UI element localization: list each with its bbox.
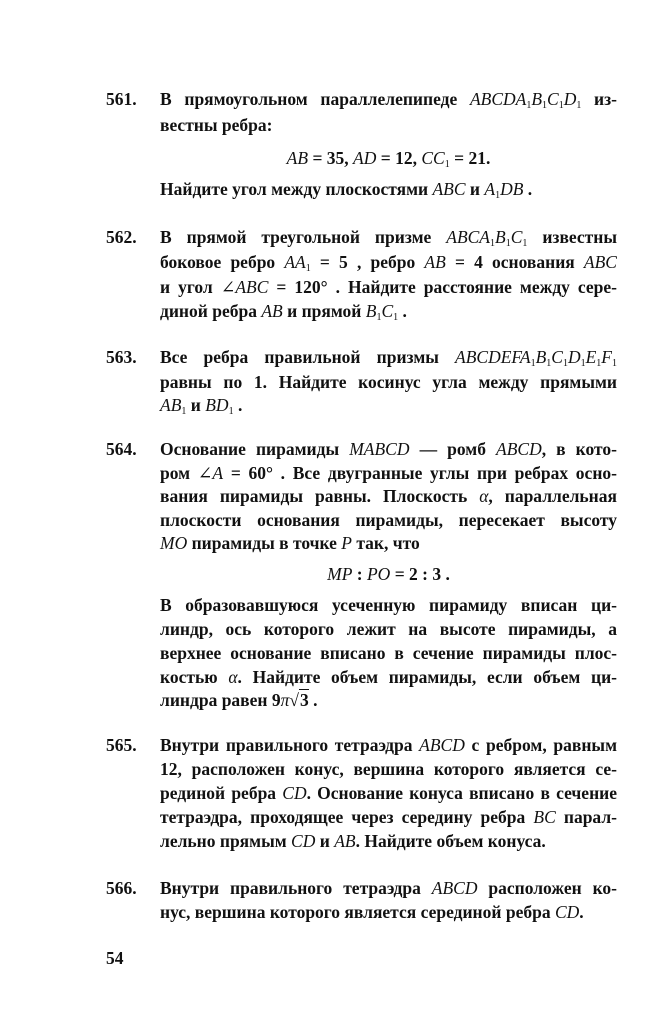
subscript: 1 <box>526 100 532 111</box>
text-run: = 12, <box>376 148 422 168</box>
text-run: тетраэдра, проходящее через середину ребра <box>160 807 534 827</box>
math-symbol: A <box>484 179 496 199</box>
math-symbol: PO <box>366 564 391 584</box>
subscript: 1 <box>596 358 602 369</box>
text-run: верхнее основание вписано в сечение пирамиды плос- <box>160 643 617 663</box>
math-symbol: DB <box>500 179 524 199</box>
formula-line <box>160 146 617 170</box>
math-symbol: D <box>563 89 577 109</box>
problem-number: 561. <box>106 89 137 109</box>
math-symbol: AA <box>284 252 306 272</box>
subscript: 1 <box>305 263 311 274</box>
text-run: — ромб <box>409 439 497 459</box>
math-symbol: CC <box>421 148 445 168</box>
math-symbol: C <box>381 301 394 321</box>
text-run: = 60° . Все двугранные углы при ребрах осно- <box>223 463 617 483</box>
math-symbol: ABCD <box>431 878 478 898</box>
subscript: 1 <box>542 100 548 111</box>
text-run: Внутри правильного тетраэдра <box>160 878 432 898</box>
text-line <box>160 508 617 532</box>
subscript: 1 <box>490 238 495 249</box>
math-symbol: BC <box>533 807 556 827</box>
text-line <box>160 829 617 853</box>
math-symbol: ABCA <box>446 227 490 247</box>
text-run: . Найдите объем пирамиды, если объем ци- <box>237 667 617 687</box>
math-symbol: α <box>479 486 489 506</box>
text-run: . <box>523 179 533 199</box>
text-run: = 21. <box>449 148 491 168</box>
text-line <box>160 757 617 781</box>
text-run: диной ребра <box>160 301 262 321</box>
subscript: 1 <box>393 312 399 323</box>
text-run: , в кото- <box>541 439 617 459</box>
subscript: 1 <box>444 159 450 170</box>
math-symbol: CD <box>291 831 316 851</box>
text-run: . <box>398 301 407 321</box>
text-run: плоскости основания пирамиды, пересекает высоту <box>160 510 617 530</box>
text-line <box>160 345 617 369</box>
math-symbol: C <box>510 227 523 247</box>
text-run: равны по 1. Найдите косинус угла между прямыми <box>160 372 617 392</box>
text-run: = 2 : 3 . <box>390 564 450 584</box>
math-symbol: AB <box>286 148 309 168</box>
text-run: √ <box>289 690 299 710</box>
text-line <box>160 250 617 274</box>
math-symbol: ABCDA <box>469 89 527 109</box>
subscript: 1 <box>495 190 501 201</box>
text-line <box>160 87 617 111</box>
subscript: 1 <box>558 100 564 111</box>
text-run: и <box>465 179 485 199</box>
text-run: = 4 основания <box>445 252 584 272</box>
text-run: = 120° . Найдите расстояние между сере- <box>268 277 617 297</box>
math-symbol: D <box>567 347 581 367</box>
text-run: ром <box>160 463 198 483</box>
math-symbol: CD <box>554 902 580 922</box>
text-run: В прямой треугольной призме <box>160 227 447 247</box>
page-number: 54 <box>106 948 124 968</box>
text-line <box>160 593 617 617</box>
text-run: В прямоугольном параллелепипеде <box>160 89 470 109</box>
problem-number: 566. <box>106 878 137 898</box>
subscript: 1 <box>562 358 568 369</box>
math-symbol: ∠ABC <box>220 277 269 297</box>
math-symbol: AB <box>261 301 283 321</box>
math-symbol: ABC <box>583 252 617 272</box>
text-line <box>160 641 617 665</box>
text-run: линдра равен 9 <box>160 690 281 710</box>
problem-number: 562. <box>106 227 137 247</box>
text-run: из- <box>581 89 617 109</box>
text-run: и угол <box>160 277 221 297</box>
math-symbol: P <box>341 533 352 553</box>
text-line <box>160 370 617 394</box>
text-run: , параллельная <box>488 486 617 506</box>
text-run: Найдите угол между плоскостями <box>160 179 433 199</box>
problem-number: 563. <box>106 347 137 367</box>
text-line <box>160 113 617 137</box>
text-run: парал- <box>555 807 617 827</box>
text-run: = 35, <box>308 148 354 168</box>
text-run: . <box>308 690 318 710</box>
math-symbol: E <box>585 347 597 367</box>
subscript: 1 <box>580 358 586 369</box>
math-symbol: B <box>365 301 377 321</box>
math-symbol: AB <box>334 831 356 851</box>
problem-number: 564. <box>106 439 137 459</box>
text-run: Основание пирамиды <box>160 439 350 459</box>
text-line <box>160 733 617 757</box>
math-symbol: MP <box>327 564 353 584</box>
math-symbol: F <box>601 347 612 367</box>
text-run: костью <box>160 667 229 687</box>
text-line <box>160 531 617 555</box>
text-run: Внутри правильного тетраэдра <box>160 735 420 755</box>
text-line <box>160 665 617 689</box>
problem-number: 565. <box>106 735 137 755</box>
text-run: 12, расположен конус, вершина которого является се- <box>160 759 617 779</box>
text-run: Все ребра правильной призмы <box>160 347 456 367</box>
subscript: 1 <box>546 358 552 369</box>
text-run: так, что <box>352 533 420 553</box>
text-run: и прямой <box>282 301 366 321</box>
text-run: вания пирамиды равны. Плоскость <box>160 486 480 506</box>
text-run: линдр, ось которого лежит на высоте пирамиды, а <box>160 619 617 639</box>
math-symbol: ∠A <box>197 463 224 483</box>
subscript: 1 <box>522 238 528 249</box>
text-line <box>160 900 617 924</box>
math-symbol: CD <box>282 783 307 803</box>
text-run: известны <box>527 227 617 247</box>
text-line <box>160 876 617 900</box>
text-run: нус, вершина которого является серединой ребра <box>160 902 555 922</box>
text-run: лельно прямым <box>160 831 292 851</box>
math-symbol: ABCD <box>419 735 465 755</box>
math-symbol: AD <box>353 148 377 168</box>
math-symbol: MO <box>160 533 188 553</box>
text-run: . Найдите объем конуса. <box>355 831 546 851</box>
math-symbol: B <box>495 227 506 247</box>
math-symbol: B <box>531 89 543 109</box>
math-symbol: C <box>547 89 559 109</box>
text-run: рединой ребра <box>160 783 283 803</box>
math-symbol: π <box>280 690 290 710</box>
text-run: расположен ко- <box>477 878 617 898</box>
math-symbol: MABCD <box>349 439 410 459</box>
subscript: 1 <box>612 358 617 369</box>
math-symbol: C <box>551 347 563 367</box>
text-run: и <box>315 831 335 851</box>
math-symbol: AB <box>160 395 182 415</box>
text-run: боковое ребро <box>160 252 285 272</box>
text-line <box>160 275 617 299</box>
formula-line <box>160 562 617 586</box>
text-run: : <box>352 564 367 584</box>
text-run: . <box>233 395 243 415</box>
text-line <box>160 177 617 201</box>
math-symbol: ABCD <box>496 439 542 459</box>
subscript: 1 <box>376 312 382 323</box>
text-run: с ребром, равным <box>464 735 617 755</box>
text-line <box>160 437 617 461</box>
subscript: 1 <box>530 358 536 369</box>
subscript: 1 <box>181 406 187 417</box>
text-line <box>160 461 617 485</box>
text-run: и <box>186 395 206 415</box>
subscript: 1 <box>576 100 582 111</box>
subscript: 1 <box>228 406 234 417</box>
text-run: пирамиды в точке <box>187 533 342 553</box>
text-line <box>160 484 617 508</box>
math-symbol: AB <box>424 252 446 272</box>
text-run: вестны ребра: <box>160 115 273 135</box>
text-run: = 5 , ребро <box>310 252 425 272</box>
text-line <box>160 805 617 829</box>
math-symbol: α <box>228 667 238 687</box>
text-line <box>160 781 617 805</box>
text-run: . <box>579 902 584 922</box>
text-run: В образовавшуюся усеченную пирамиду вписан ци- <box>160 595 617 615</box>
text-line <box>160 688 617 712</box>
text-run: . Основание конуса вписано в сечение <box>306 783 617 803</box>
math-symbol: BD <box>205 395 229 415</box>
math-symbol: ABCDEFA <box>455 347 531 367</box>
text-line <box>160 617 617 641</box>
text-line <box>160 225 617 249</box>
math-symbol: B <box>535 347 547 367</box>
subscript: 1 <box>505 238 511 249</box>
radicand: 3 <box>300 690 309 710</box>
text-line <box>160 299 617 323</box>
text-line <box>160 393 617 417</box>
math-symbol: ABC <box>432 179 466 199</box>
